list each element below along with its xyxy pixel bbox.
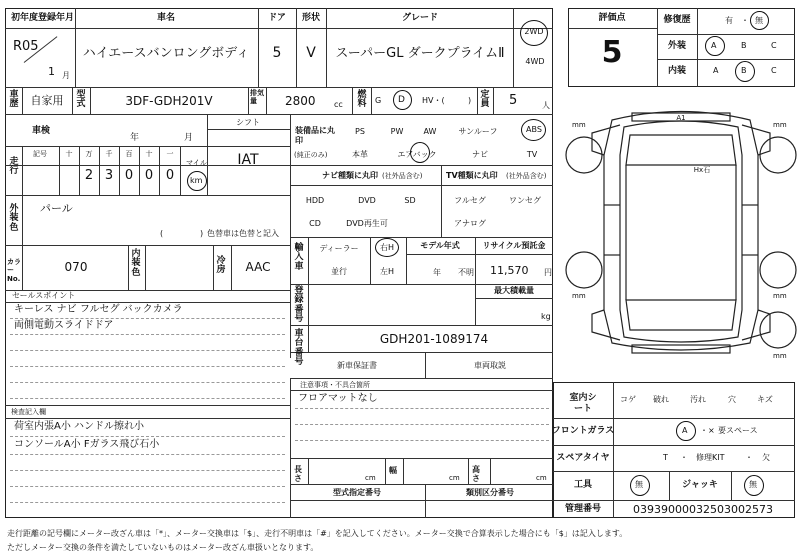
recycle-label: リサイクル預託金 [482,241,546,250]
max-load-label: 最大積載量 [494,286,534,295]
ext-color-paren-open: ( [160,229,164,238]
mgmt-value: 03939000032503002573 [633,503,773,516]
height-unit: cm [536,474,547,482]
model-year-year: 年 [433,268,441,277]
jack-value: 無 [749,480,757,489]
sales-point-label: セールスポイント [12,291,76,300]
int-color-label: 内装色 [131,249,141,278]
import-left: 左H [379,267,395,276]
exterior-a: A [711,41,717,50]
model-value: 3DF-GDH201V [125,94,213,108]
ac-value: AAC [245,260,271,274]
spare-dot1: ・ [680,453,688,462]
mileage-unit-1: 一 [166,150,174,158]
navi-sd: SD [404,196,416,205]
navi-cd: CD [309,219,321,228]
interior-label: 内装 [667,66,687,76]
equip-tv: TV [526,150,538,159]
mileage-unit-10m: 十 [65,150,73,158]
width-unit: cm [449,474,460,482]
height-label: 高さ [472,465,480,483]
spare-label: スペアタイヤ [556,453,610,463]
usage-value: 自家用 [30,94,64,107]
mgmt-label: 管理番号 [564,504,602,514]
tv-oneseg: ワンセグ [509,196,541,205]
equip-navi: ナビ [472,150,488,159]
seat-label: 室内シート [569,393,597,414]
inspection-month: 月 [184,133,194,143]
equip-ps: PS [355,127,365,136]
displacement-label: 排気量 [250,89,264,105]
seat-dirt: 汚れ [690,395,706,404]
fuel-d: D [398,95,405,105]
exterior-b: B [741,41,747,50]
equip-pw: PW [390,127,404,136]
score-label: 評価点 [598,13,626,23]
door-value: 5 [272,45,282,61]
repair-no: 無 [755,16,763,25]
navi-dvd-play: DVD再生可 [346,219,388,228]
fuel-g: G [375,96,382,105]
usage-label: 車歴 [9,90,19,110]
inspection-year: 年 [130,133,140,143]
fuel-label: 燃料 [357,90,367,110]
model-year-label: モデル年式 [420,241,460,250]
windshield-label: フロントガラス [551,426,615,436]
reg-era: R05 [13,39,39,54]
car-name-label: 車名 [156,13,176,23]
mileage-digit-3: 0 [124,168,134,183]
footer-line2: ただしメーター交換の条件を満たしていないものはメーター改ざん車扱いとなります。 [7,543,319,552]
ext-color-label: 外装色 [9,204,19,233]
equipment-sub: (純正のみ) [294,151,328,159]
inspector-label: 検査記入欄 [11,408,46,416]
mileage-unit-1m: 万 [85,150,93,158]
import-right: 右H [379,243,395,252]
diagram-mm-1: mm [572,121,586,129]
tools-label: 工具 [573,480,593,490]
capacity-value: 5 [509,93,518,108]
import-dealer: ディーラー [319,244,359,253]
equip-sunroof: サンルーフ [458,127,498,136]
diagram-hstone: Hx石 [693,166,711,174]
spare-none: 欠 [762,453,770,462]
warranty: 新車保証書 [337,361,377,370]
fuel-close: ) [468,96,472,105]
width-label: 幅 [389,466,397,475]
navi-dvd: DVD [358,196,376,205]
car-diagram [562,95,800,370]
repair-label: 修復歴 [663,15,691,25]
exterior-c: C [771,41,777,50]
diagram-mm-3: mm [572,292,586,300]
color-no-value: 070 [64,260,88,274]
tv-analog: アナログ [454,219,486,228]
navi-label: ナビ種類に丸印 [322,171,378,180]
shape-value: V [306,45,316,61]
model-year-unknown: 不明 [458,268,474,277]
shape-label: 形状 [301,13,321,23]
tv-fullseg: フルセグ [454,196,486,205]
ext-color-note: 色替車は色替と記入 [207,229,279,238]
displacement-value: 2800 [285,94,316,108]
tools-value: 無 [635,480,643,489]
equip-airbag: エアバック [397,150,437,159]
sales-point-line2: 両側電動スライドドア [14,320,114,331]
mileage-digit-5: 0 [165,168,175,183]
repair-yes: 有 [725,16,733,25]
score-value: 5 [601,35,623,70]
navi-sub: (社外品含む) [382,172,423,180]
ext-color-paren-close: ) [200,229,204,238]
reg-month-unit: 月 [62,71,70,80]
ext-color-value: パール [40,202,73,215]
car-name-value: ハイエースバンロングボディ [82,46,250,61]
mileage-mile: マイル [186,159,207,167]
mileage-unit-100: 百 [125,150,133,158]
inspector-line2: コンソールA小 Fガラス飛び石小 [14,439,160,450]
interior-c: C [771,66,777,75]
footer-line1: 走行距離の記号欄にメーター改ざん車は「*」、メーター交換車は「$」、走行不明車は「#」を記入してください。メーター交換で合算表示した場合にも「$」は記入します。 [7,529,628,538]
color-no-label: カラーNo. [7,258,21,283]
recycle-unit: 円 [544,268,552,277]
equip-abs: ABS [526,125,542,134]
seat-burn: コゲ [620,395,636,404]
chassis-label: 車台番号 [294,329,304,368]
exterior-label: 外装 [667,41,687,51]
class-no-label: 類別区分番号 [466,488,514,497]
mileage-digit-4: 0 [144,168,154,183]
mileage-unit-10: 十 [145,150,153,158]
shift-value: IAT [237,152,259,168]
windshield-dot: ・× [700,426,715,435]
import-parallel: 並行 [331,267,347,276]
diagram-a1: A1 [676,114,686,122]
jack-label: ジャッキ [682,480,718,490]
inspection-label: 車検 [32,126,51,136]
length-unit: cm [365,474,376,482]
tv-sub: (社外品含む) [506,172,547,180]
grade-value: スーパーGL ダークプライムⅡ [335,46,505,61]
windshield-replace: 要スペース [718,426,758,435]
reg-label: 初年度登録年月 [11,13,75,23]
ac-label: 冷房 [216,256,226,276]
mileage-digit-1: 2 [84,168,94,183]
navi-hdd: HDD [305,196,325,205]
length-label: 長さ [294,465,302,483]
max-load-unit: kg [541,312,551,321]
door-label: ドア [268,13,286,23]
displacement-unit: cc [334,100,343,109]
reg-month: 1 [48,65,55,78]
spare-dot2: ・ [745,453,753,462]
interior-a: A [713,66,719,75]
mileage-label: 走行 [9,157,19,177]
equip-aw: AW [423,127,437,136]
seat-tear: 破れ [653,395,669,404]
recycle-value: 11,570 [490,264,529,277]
capacity-unit: 人 [542,101,550,110]
sales-point-line1: キーレス ナビ フルセグ バックカメラ [14,304,183,315]
reg-no-label: 登録番号 [294,286,304,325]
inspector-line1: 荷室内張A小 ハンドル擦れ小 [14,421,145,432]
type-no-label: 型式指定番号 [333,488,381,497]
mileage-digit-2: 3 [104,168,114,183]
drive-2wd: 2WD [524,27,544,36]
diagram-mm-2: mm [773,121,787,129]
equip-leather: 本革 [352,150,368,159]
drive-4wd: 4WD [525,57,545,66]
fuel-hv: HV・( [422,96,445,105]
model-label: 型式 [76,90,86,110]
notes-value: フロアマットなし [298,393,378,404]
mileage-symbol: 記号 [33,150,47,158]
seat-hole: 穴 [728,395,736,404]
tv-label: TV種類に丸印 [446,171,498,180]
windshield-a: A [682,426,688,435]
manual: 車両取説 [474,361,506,370]
capacity-label: 定員 [480,90,490,110]
seat-scratch: キズ [757,395,773,404]
spare-kit: 修理KIT [696,453,725,462]
diagram-mm-5: mm [773,352,787,360]
chassis-value: GDH201-1089174 [379,332,489,346]
shift-label: シフト [236,118,260,127]
notes-label: 注意事項・不具合箇所 [300,381,370,389]
mileage-unit-1k: 千 [105,150,113,158]
equipment-label: 装備品に丸印 [295,126,335,145]
mileage-km: km [190,176,203,185]
grade-label: グレード [401,13,439,23]
import-label: 輸入車 [294,243,304,272]
interior-b: B [741,66,747,75]
repair-dot: ・ [741,16,749,25]
diagram-mm-4: mm [773,292,787,300]
spare-t: T [663,453,668,462]
